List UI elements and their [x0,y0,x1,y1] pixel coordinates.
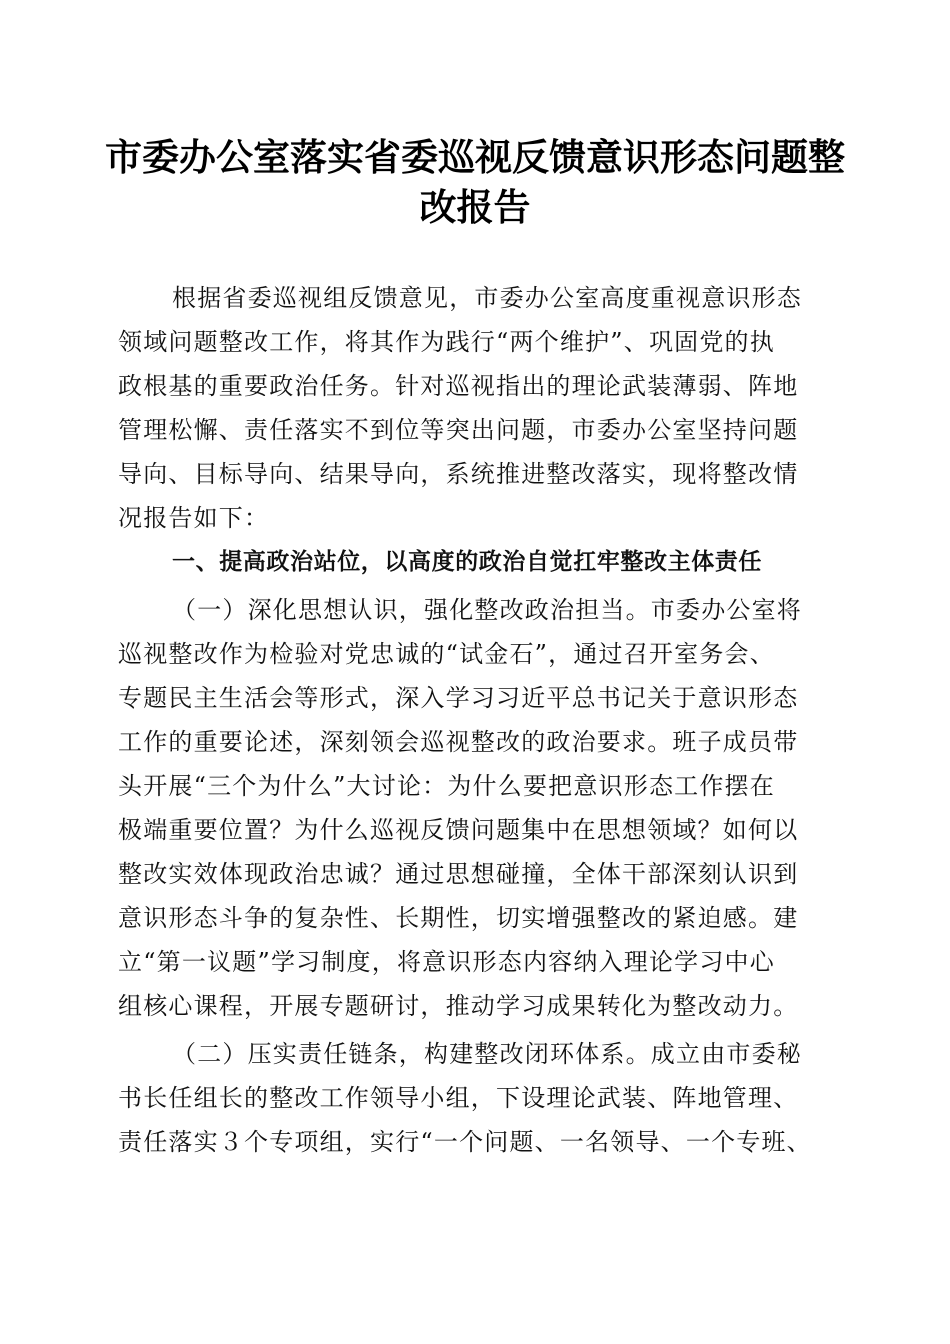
title-line-2: 改报告 [419,185,531,229]
body-line: 立“第一议题”学习制度，将意识形态内容纳入理论学习中心 [118,948,775,976]
body-line: 书长任组长的整改工作领导小组，下设理论武装、阵地管理、 [118,1084,799,1112]
body-line: 政根基的重要政治任务。针对巡视指出的理论武装薄弱、阵地 [118,372,799,400]
body-line: 整改实效体现政治忠诚？通过思想碰撞，全体干部深刻认识到 [118,860,799,888]
body-line: 组核心课程，开展专题研讨，推动学习成果转化为整改动力。 [118,992,799,1020]
body-line: 巡视整改作为检验对党忠诚的“试金石”，通过召开室务会、 [118,640,775,668]
body-line: 头开展“三个为什么”大讨论：为什么要把意识形态工作摆在 [118,772,775,800]
body-line: 专题民主生活会等形式，深入学习习近平总书记关于意识形态 [118,684,799,712]
body-line: 极端重要位置？为什么巡视反馈问题集中在思想领域？如何以 [118,816,799,844]
body-line: 导向、目标导向、结果导向，系统推进整改落实，现将整改情 [118,460,799,488]
body-line: 责任落实３个专项组，实行“一个问题、一名领导、一个专班、 [118,1128,812,1156]
body-line: 工作的重要论述，深刻领会巡视整改的政治要求。班子成员带 [118,728,799,756]
subsection-1-line: （一）深化思想认识，强化整改政治担当。市委办公室将 [172,596,802,624]
body-line: 意识形态斗争的复杂性、长期性，切实增强整改的紧迫感。建 [118,904,799,932]
title-line-1: 市委办公室落实省委巡视反馈意识形态问题整 [105,135,845,179]
body-line: 根据省委巡视组反馈意见，市委办公室高度重视意识形态 [172,284,802,312]
body-line: 领域问题整改工作，将其作为践行“两个维护”、巩固党的执 [118,328,775,356]
body-line: 况报告如下： [118,504,270,532]
body-line: 管理松懈、责任落实不到位等突出问题，市委办公室坚持问题 [118,416,799,444]
section-heading-1: 一、提高政治站位，以高度的政治自觉扛牢整改主体责任 [172,549,762,575]
subsection-2-line: （二）压实责任链条，构建整改闭环体系。成立由市委秘 [172,1040,802,1068]
document-title [100,132,850,232]
